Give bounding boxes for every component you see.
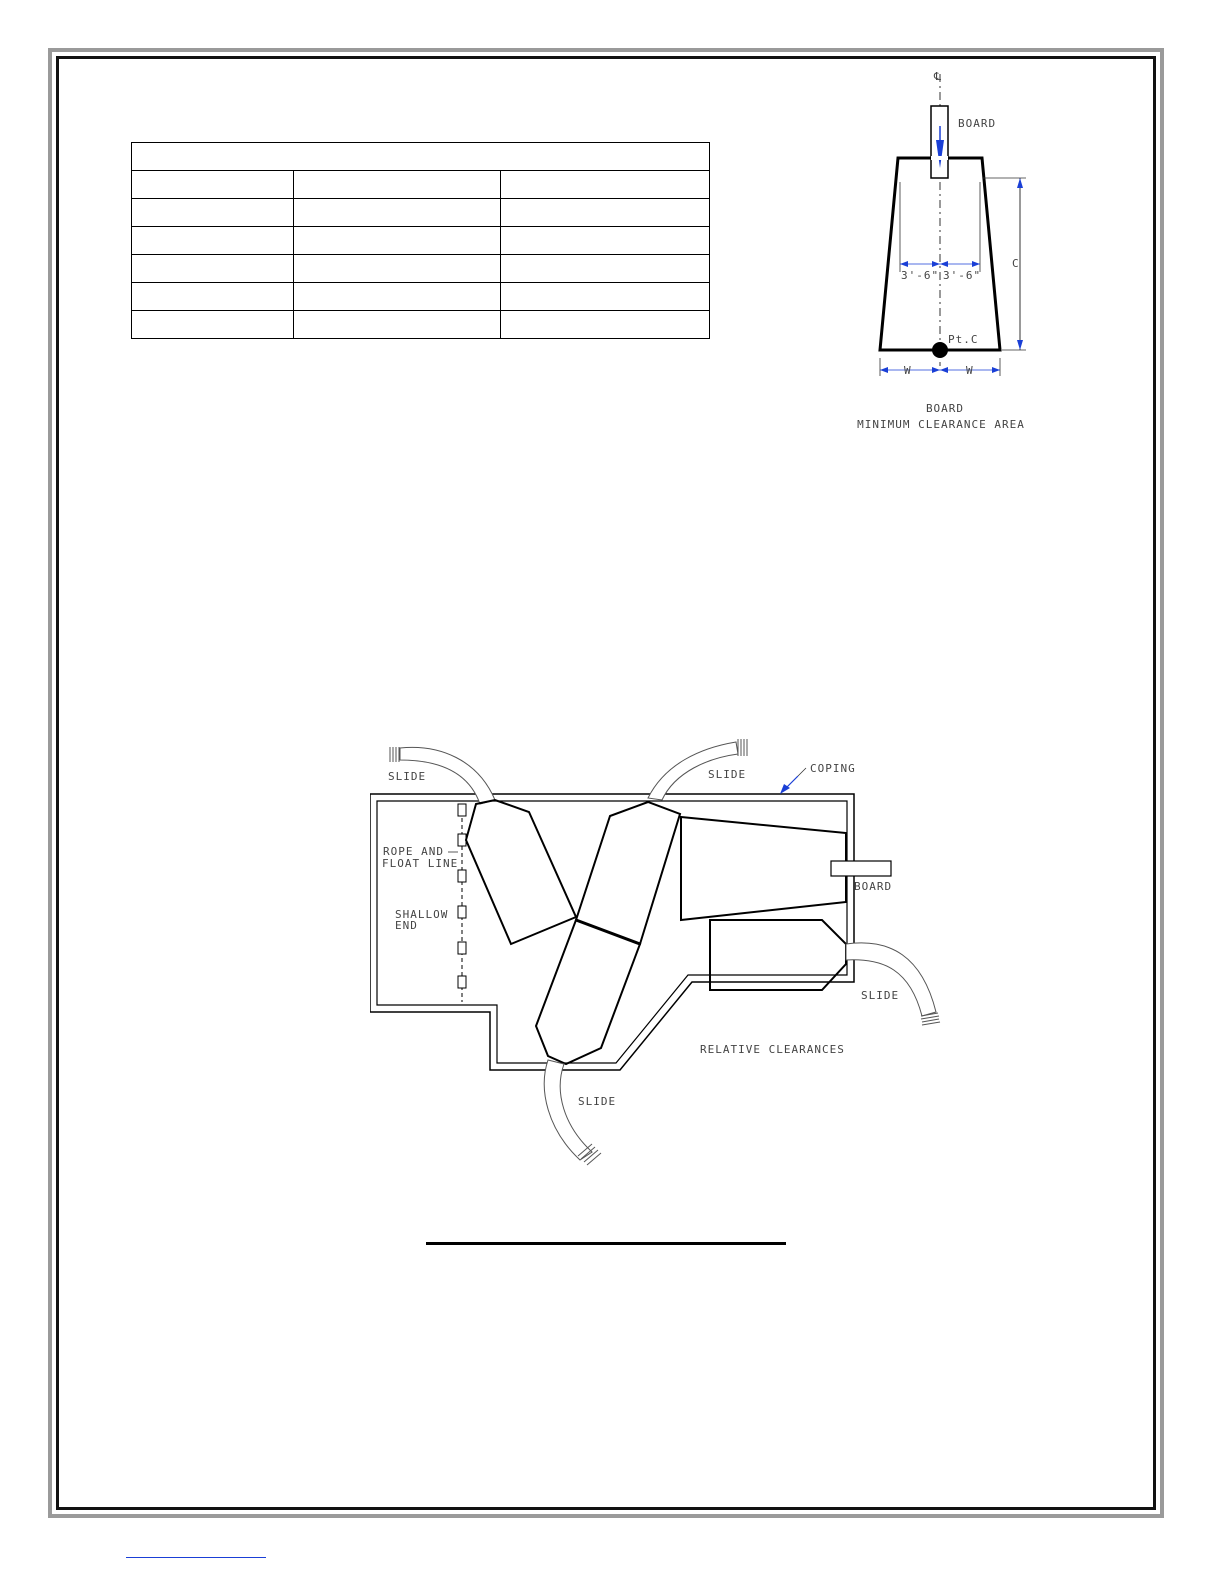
- board-caption-line2: MINIMUM CLEARANCE AREA: [857, 418, 1025, 431]
- table-row: [132, 171, 710, 199]
- table-cell: [501, 171, 710, 199]
- table-row: [132, 283, 710, 311]
- slide-ladder-icon: [390, 747, 399, 762]
- board-clearance-zone: [681, 817, 846, 920]
- slide-clearance-zone-left: [466, 800, 576, 944]
- pool-clearance-figure: [370, 730, 950, 1170]
- board-label: BOARD: [958, 117, 997, 130]
- table-cell: [132, 171, 294, 199]
- table-cell: [294, 311, 501, 339]
- dim-left-label: 3'-6": [901, 269, 940, 282]
- slide-right-label: SLIDE: [861, 989, 900, 1002]
- table-cell: [294, 199, 501, 227]
- slide-bottom-label: SLIDE: [578, 1095, 617, 1108]
- centerline-symbol: ℄: [934, 70, 943, 83]
- table-header-cell: [132, 143, 710, 171]
- table-cell: [294, 171, 501, 199]
- table-cell: [132, 255, 294, 283]
- table-cell: [294, 227, 501, 255]
- relative-clearances-caption: RELATIVE CLEARANCES: [700, 1043, 845, 1056]
- slide-clearance-zone-right: [710, 920, 846, 990]
- table-row: [132, 255, 710, 283]
- footer-link-underline[interactable]: [126, 1557, 266, 1558]
- rope-float-line: [458, 804, 466, 1002]
- rope-label-line1: ROPE AND: [383, 845, 444, 858]
- board-plank: [831, 861, 891, 876]
- table-cell: [132, 227, 294, 255]
- clearance-table: [131, 142, 710, 339]
- table-cell: [294, 255, 501, 283]
- table-row: [132, 227, 710, 255]
- table-cell: [501, 311, 710, 339]
- rope-label-line2: FLOAT LINE: [382, 857, 459, 870]
- table-cell: [294, 283, 501, 311]
- slide-top-left-label: SLIDE: [388, 770, 427, 783]
- dim-right-label: 3'-6": [943, 269, 982, 282]
- table-cell: [501, 283, 710, 311]
- table-cell: [132, 283, 294, 311]
- point-c-marker: [932, 342, 948, 358]
- shallow-label-line2: END: [395, 919, 418, 932]
- slide-right: [846, 943, 936, 1016]
- slide-top-center-label: SLIDE: [708, 768, 747, 781]
- dim-c-label: C: [1012, 257, 1020, 270]
- table-cell: [501, 255, 710, 283]
- caption-rule: [426, 1242, 786, 1245]
- point-c-label: Pt.C: [948, 333, 979, 346]
- table-cell: [132, 311, 294, 339]
- table-cell: [501, 227, 710, 255]
- table-header-row: [132, 143, 710, 171]
- coping-label: COPING: [810, 762, 856, 775]
- dim-w-right-label: W: [966, 364, 974, 377]
- table-row: [132, 199, 710, 227]
- table-row: [132, 311, 710, 339]
- board-label: BOARD: [854, 880, 893, 893]
- slide-clearance-zone-center: [576, 802, 680, 944]
- slide-bottom: [544, 1060, 592, 1160]
- table-cell: [132, 199, 294, 227]
- shallow-label-line1: SHALLOW: [395, 908, 449, 921]
- dim-w-left-label: W: [904, 364, 912, 377]
- slide-clearance-zone-bottom: [536, 920, 640, 1064]
- board-clearance-figure: [830, 66, 1060, 438]
- board-caption-line1: BOARD: [925, 402, 965, 415]
- table-cell: [501, 199, 710, 227]
- slide-ladder-icon: [738, 739, 747, 756]
